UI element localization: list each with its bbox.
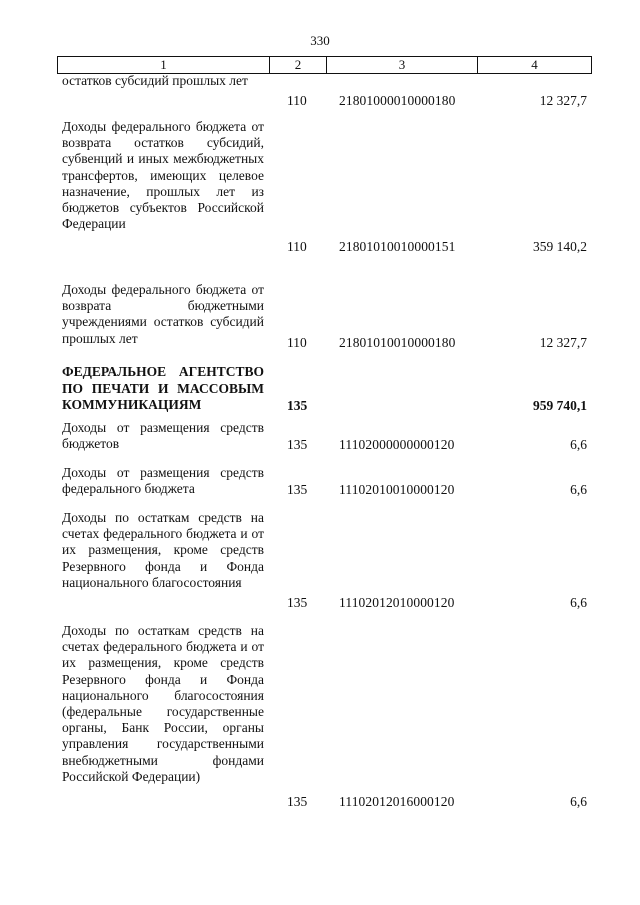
row-name: Доходы от размещения средств федерального бюджета (62, 465, 264, 497)
page-number: 330 (310, 33, 330, 48)
agency-heading: ФЕДЕРАЛЬНОЕ АГЕНТСТВО ПО ПЕЧАТИ И МАССОВЫМ КОММУНИКАЦИЯМ (62, 364, 264, 412)
row-name: Доходы федерального бюджета от возврата бюджетными учреждениями остатков субсидий прошлых лет (62, 282, 264, 346)
row-admin-code: 110 (287, 93, 307, 108)
row-sum: 6,6 (570, 794, 587, 809)
row-name: Доходы по остаткам средств на счетах федерального бюджета и от их размещения, кроме средств Резервного фонда и Фонда национального благосостояния (федеральные государственные органы, Банк России, органы управления государственными внебюджетными фондами Российской Федерации) (62, 623, 264, 784)
row-name: Доходы по остаткам средств на счетах федерального бюджета и от их размещения, кроме средств Резервного фонда и Фонда национального благосостояния (62, 510, 264, 590)
column-header-2: 2 (270, 57, 327, 74)
row-budget-code: 21801010010000180 (339, 335, 456, 350)
row-budget-code: 21801000010000180 (339, 93, 456, 108)
row-admin-code: 135 (287, 794, 308, 809)
row-sum: 6,6 (570, 437, 587, 452)
column-header-4: 4 (478, 57, 592, 74)
row-budget-code: 11102010010000120 (339, 482, 455, 497)
row-budget-code: 11102000000000120 (339, 437, 455, 452)
row-admin-code: 135 (287, 437, 308, 452)
row-admin-code: 135 (287, 595, 308, 610)
row-budget-code: 11102012016000120 (339, 794, 455, 809)
row-sum: 6,6 (570, 595, 587, 610)
row-sum: 12 327,7 (539, 93, 587, 108)
column-header-row (58, 57, 592, 74)
row-sum: 359 140,2 (533, 239, 587, 254)
row-name: остатков субсидий прошлых лет (62, 73, 248, 88)
row-name: Доходы от размещения средств бюджетов (62, 420, 264, 452)
column-header-3: 3 (327, 57, 478, 74)
row-sum: 959 740,1 (533, 398, 587, 413)
row-admin-code: 110 (287, 239, 307, 254)
row-admin-code: 110 (287, 335, 307, 350)
row-sum: 12 327,7 (539, 335, 587, 350)
row-budget-code: 21801010010000151 (339, 239, 456, 254)
column-header-1: 1 (58, 57, 270, 74)
row-admin-code: 135 (287, 482, 308, 497)
row-budget-code: 11102012010000120 (339, 595, 455, 610)
row-name: Доходы федерального бюджета от возврата остатков субсидий, субвенций и иных межбюджетных трансфертов, имеющих целевое назначение, прошлых лет из бюджетов субъектов Российской Федерации (62, 119, 264, 232)
row-sum: 6,6 (570, 482, 587, 497)
row-admin-code: 135 (287, 398, 308, 413)
column-header-table (57, 56, 592, 74)
